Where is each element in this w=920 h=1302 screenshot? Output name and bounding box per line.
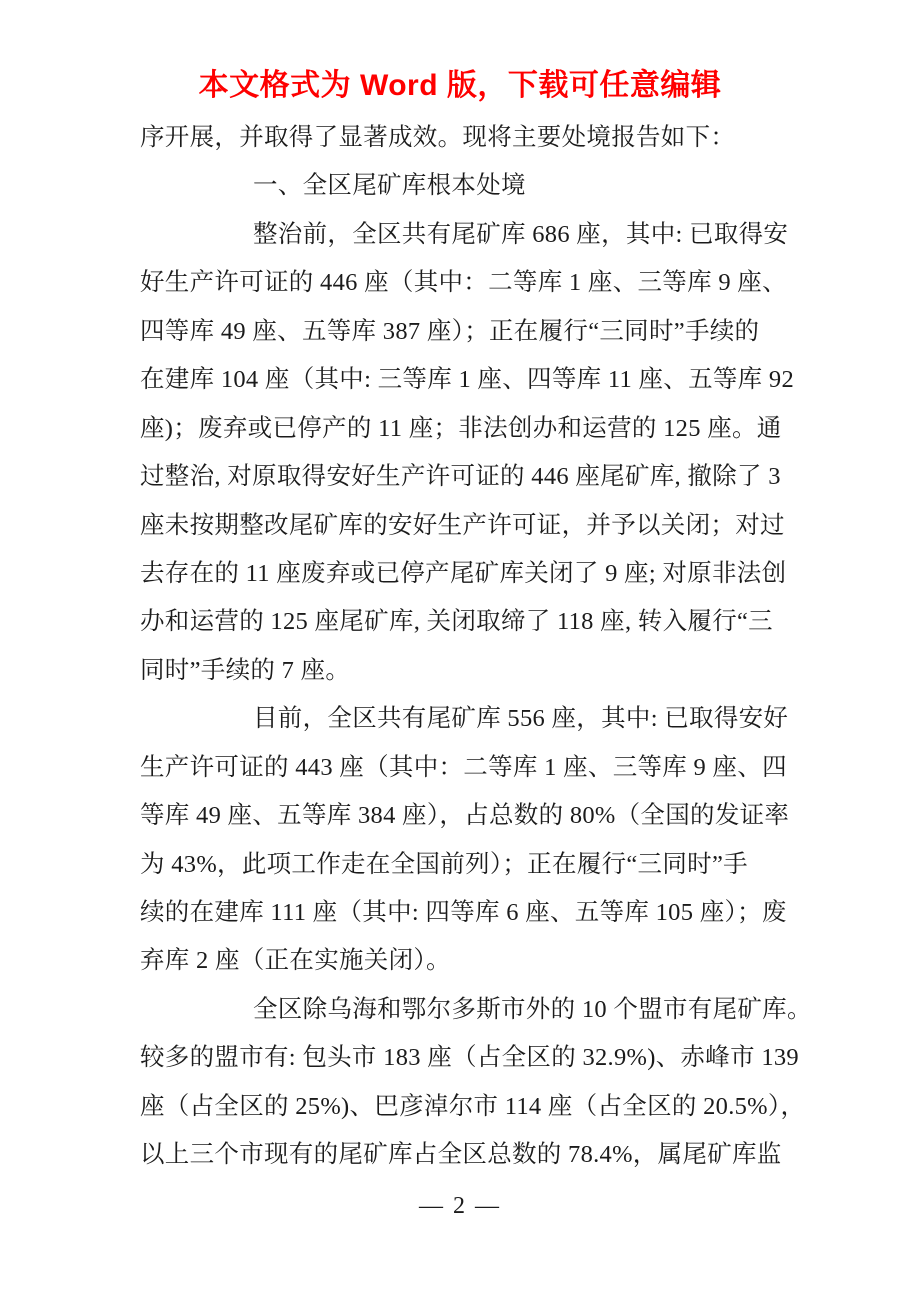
text-line: 四等库 49 座、五等库 387 座）；正在履行“三同时”手续的 (140, 317, 760, 345)
text-line: 全区除乌海和鄂尔多斯市外的 10 个盟市有尾矿库。 (253, 995, 812, 1023)
text-line: 同时”手续的 7 座。 (140, 656, 351, 684)
document-body (140, 114, 812, 1180)
text-line: 好生产许可证的 446 座（其中：二等库 1 座、三等库 9 座、 (140, 269, 787, 297)
text-line: 去存在的 11 座废弃或已停产尾矿库关闭了 9 座; 对原非法创 (140, 559, 787, 587)
text-line: 过整治, 对原取得安好生产许可证的 446 座尾矿库, 撤除了 3 (140, 463, 781, 491)
text-line: 目前，全区共有尾矿库 556 座，其中: 已取得安好 (253, 705, 789, 733)
text-line: 续的在建库 111 座（其中: 四等库 6 座、五等库 105 座）；废 (140, 899, 787, 926)
text-line: 一、全区尾矿库根本处境 (253, 172, 526, 200)
text-line: 在建库 104 座（其中: 三等库 1 座、四等库 11 座、五等库 92 (140, 366, 794, 394)
text-line: 座未按期整改尾矿库的安好生产许可证，并予以关闭；对过 (140, 511, 785, 539)
text-line: 整治前，全区共有尾矿库 686 座，其中: 已取得安 (253, 220, 789, 248)
text-line: 序开展，并取得了显著成效。现将主要处境报告如下： (140, 124, 736, 151)
text-line: 为 43%，此项工作走在全国前列）；正在履行“三同时”手 (140, 850, 748, 878)
format-notice-banner: 本文格式为 Word 版，下载可任意编辑 (198, 69, 722, 102)
text-line: 办和运营的 125 座尾矿库, 关闭取缔了 118 座, 转入履行“三 (140, 608, 773, 636)
text-line: 较多的盟市有: 包头市 183 座（占全区的 32.9%)、赤峰市 139 (140, 1044, 799, 1072)
text-line: 座)；废弃或已停产的 11 座；非法创办和运营的 125 座。通 (140, 414, 782, 442)
text-line: 弃库 2 座（正在实施关闭）。 (140, 947, 451, 975)
text-line: 生产许可证的 443 座（其中：二等库 1 座、三等库 9 座、四 (140, 753, 787, 781)
page-number: — 2 — (419, 1193, 501, 1219)
text-line: 等库 49 座、五等库 384 座），占总数的 80%（全国的发证率 (140, 802, 790, 830)
text-line: 以上三个市现有的尾矿库占全区总数的 78.4%，属尾矿库监 (140, 1141, 782, 1169)
text-line: 座（占全区的 25%)、巴彦淖尔市 114 座（占全区的 20.5%）， (140, 1092, 806, 1120)
